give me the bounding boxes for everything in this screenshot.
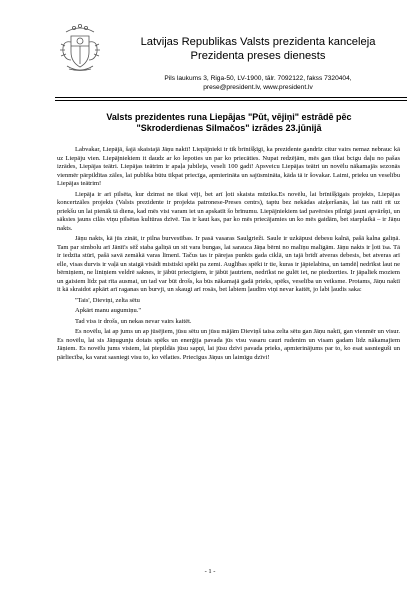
paragraph-wishes: Es novēlu, lai ap jums un ap jūsējiem, jūsu sētu un jūsu mājām Dieviņš taisa zelta sētu gan Jāņu naktī, gan vienmēr un visur. Es novēlu, lai sis Jāņugunju dotais spēks un enerģija pavada jūs visu vasaru cauri rudenim un visam gadam līdz nākamajiem Jāņiem. Es novēlu jums visiem, lai piepildās jūsu sapņi, lai jūsu dzīvi pavada prieks, apmierinājums par to, ko esat sasnieguši un pārliecība, ka varat sasniegt visu to, ko vēlaties. Priecīgus Jāņus un laimīgu dzīvi! <box>57 328 400 361</box>
page-number: - 1 - <box>204 568 216 575</box>
org-department-line: Prezidenta preses dienests <box>190 50 326 62</box>
headline-line-2: "Skroderdienas Silmačos" izrādes 23.jūnijā <box>136 123 322 133</box>
organization-title <box>108 35 408 63</box>
paragraph-music: Liepāja ir arī pilsēta, kur dzimst ne tikai vēji, bet arī ļoti skaista mūzika.Es novēlu, lai brīnišķīgais projekts, Liepājas koncertzāles projekts (Valsts prezidente ir projekta patronese-Preses centrs), taptu bez nekādas aizķeršanās, lai tas raiti rit uz priekšu un lai pienāk tā diena, kad mēs visi varam iet un apskatīt šo brīnumu. Liepājniekiem tad pavērsies pilnīgi jauni apvāršņi, un sāksies jauns cilās viņu pilsētas kultūras dzīvē. Tas ir kaut kas, par ko mēs priecājamies un ko mēs gaidām, bet starplaikā – ir Jāņu nakts. <box>57 190 400 232</box>
contact-info <box>108 74 408 92</box>
headline-line-1: Valsts prezidentes runa Liepājas "Pūt, vējiņi" estrādē pēc <box>106 112 352 122</box>
contact-address-line: Pils laukums 3, Riga-50, LV-1900, tālr. 7092122, fakss 7320404, <box>164 75 352 82</box>
contact-web-line: prese@president.lv, www.president.lv <box>203 84 313 91</box>
verse-line-2: Apkārt manu augumiņu." <box>75 307 142 314</box>
header-divider-top <box>55 97 407 98</box>
speech-body <box>57 146 400 364</box>
header-divider-bottom <box>55 100 407 101</box>
paragraph-midsummer: Jāņu nakts, kā jūs zināt, ir pilna burvestības. Ir pasā vasaras Saulgrieži. Saule ir uzkāpusi debesu kalnā, pašā kalna galiņā. Tam par simbolu arī Jānīt's sēž staba galiņā un sit vara bungas, lai sarauca Jāņa bērni no malīņu malīgām. Jāņu nakts ir ļoti īsa. Tā ir iedzīta stūrī, pašā savā zemākā varas līmenī. Tačus tas ir pārejas punkts gada ciklā, un tajā brīdī atveras debesis, bet atveras arī elle, visas durvis ir vaļā un staigā visādi mistiski spēki pa zemi. Auglības spēki ir tie, kuras ir jāpielabina, un tamdēļ nedrīkst laut ne bērniņiem, ne liniņiem veldrē saknes, ir jābūt priecīgiem, ir jābūt jautriem, nedrīkst ne gulēt iet, ne piedzerties. Ir jāpalīek moziem un gaisiem līdz pat rīta ausmai, un tad var būt drošs, ka būs nākamajā gadā prieks, spēks, veselība un veiksme. Protams, Jāņu naktī it kā skraidot apkārt arī raganas un burvji, un skaugi arī rosās, bet labiem ļaudīm viņi nevar kaitēt, jo labi ļaudis saka: <box>57 235 400 293</box>
paragraph-greeting: Labvakar, Liepājā, šajā skaistajā Jāņu naktī! Liepājnieki ir tik brīnišķīgi, ka prezidente gandrīz citur vairs nemaz nebrauc kā uz Liepāju vien. Liepājniekiem it daudz ar ko lepoties un par ko priecāties. Nupat redzējām, mēs gan tikai bcigu daļu no pašas izrādes, Liepājas teātri. Liepājas teātrim ir apaļa jubileja, veseli 100 gadi! Apsveicu Liepājas teātri un novēlu nākamajās sezonās vienmēr pārpildītas zāles, lai publika būtu tikpat priecīga, apmierināta un sajūsmināta, kāda tā ir šovakar. Laimi, prieku un veselību Liepājas teātrim! <box>57 146 400 187</box>
coat-of-arms-emblem <box>57 22 103 74</box>
org-name-line: Latvijas Republikas Valsts prezidenta kanceleja <box>140 36 376 48</box>
speech-headline <box>60 112 398 134</box>
verse-line-1: "Tais', Dieviņi, zelta sētu <box>75 296 140 304</box>
paragraph-safe: Tad viss ir drošs, un nekas nevar vairs kaitēt. <box>75 317 192 325</box>
